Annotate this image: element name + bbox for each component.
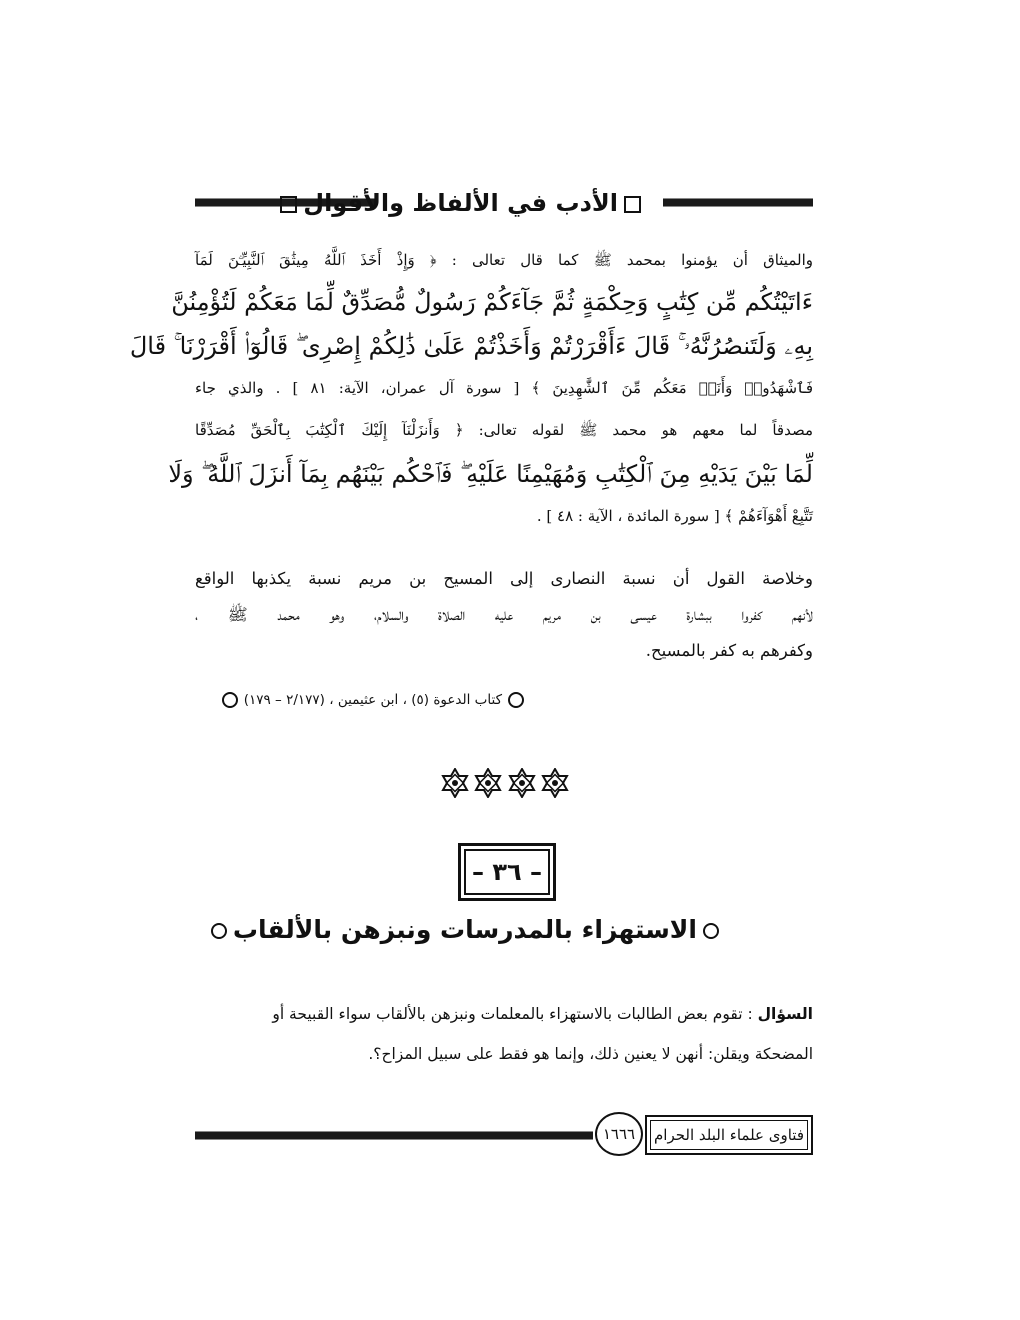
- star-ornament-icon: [507, 768, 537, 798]
- circle-bullet-icon: [508, 692, 524, 708]
- passage-line: بِهِۦ وَلَتَنصُرُنَّهُۥ ۚ قَالَ ءَأَقْرَرْتُمْ وَأَخَذْتُمْ عَلَىٰ ذَٰلِكُمْ إِصْرِى ۖ قَالُوٓا۟ أَقْرَرْنَا ۚ قَالَ: [129, 332, 813, 360]
- section-title: الاستهزاء بالمدرسات ونبزهن بالألقاب: [232, 915, 697, 944]
- passage-line: ءَاتَيْتُكُم مِّن كِتَٰبٍ وَحِكْمَةٍ ثُمَّ جَآءَكُمْ رَسُولٌ مُّصَدِّقٌ لِّمَا مَعَكُمْ لَتُؤْمِنُنَّ: [171, 288, 813, 316]
- passage-line: لِّمَا بَيْنَ يَدَيْهِ مِنَ ٱلْكِتَٰبِ وَمُهَيْمِنًا عَلَيْهِ ۖ فَٱحْكُم بَيْنَهُم بِمَآ أَنزَلَ ٱللَّهُ ۖ وَلَا: [168, 460, 813, 488]
- section-number-box: [458, 843, 556, 901]
- section-number: – ٣٦ –: [464, 849, 550, 895]
- question-line: المضحكة ويقلن: أنهن لا يعنين ذلك، وإنما هو فقط على سبيل المزاح؟.: [368, 1045, 813, 1063]
- header-title-wrap: [303, 182, 647, 224]
- source-text: كتاب الدعوة (٥) ، ابن عثيمين ، (٢/١٧٧ – ١٧٩): [243, 692, 502, 708]
- page-number: ١٦٦٦: [595, 1112, 643, 1156]
- circle-bullet-icon: [222, 692, 238, 708]
- passage-line: مصدقاً لما معهم هو محمد ﷺ لقوله تعالى: ﴿ وَأَنزَلْنَآ إِلَيْكَ ٱلْكِتَٰبَ بِٱلْحَقِّ مُصَدِّقًا: [195, 421, 813, 439]
- question-label: السؤال: [757, 1005, 813, 1023]
- circle-bullet-icon: [703, 923, 719, 939]
- book-title-box: [645, 1115, 813, 1155]
- source-reference: [200, 688, 530, 712]
- summary-line: وخلاصة القول أن نسبة النصارى إلى المسيح بن مريم نسبة يكذبها الواقع: [195, 569, 813, 588]
- header-title: الأدب في الألفاظ والأقوال: [303, 189, 618, 217]
- passage-line: تَتَّبِعْ أَهْوَآءَهُمْ ﴾ [ سورة المائدة ، الآية : ٤٨ ] .: [536, 507, 813, 525]
- square-ornament-icon: [280, 196, 297, 213]
- question-line: [195, 998, 813, 1030]
- header-rule-right: [663, 198, 813, 207]
- book-title: فتاوى علماء البلد الحرام: [650, 1120, 808, 1150]
- ornament-divider: [440, 768, 570, 802]
- square-ornament-icon: [624, 196, 641, 213]
- passage-line: فَٱشْهَدُوا۟ وَأَنَا۠ مَعَكُم مِّنَ ٱلشَّٰهِدِينَ ﴾ [ سورة آل عمران، الآية: ٨١ ] . والذي جاء: [195, 379, 813, 397]
- circle-bullet-icon: [211, 923, 227, 939]
- summary-line: وكفرهم به كفر بالمسيح.: [645, 641, 813, 660]
- passage-line: والميثاق أن يؤمنوا بمحمد ﷺ كما قال تعالى : ﴿ وَإِذْ أَخَذَ ٱللَّهُ مِيثَٰقَ ٱلنَّبِيِّـۧنَ لَمَآ: [195, 251, 813, 269]
- star-ornament-icon: [540, 768, 570, 798]
- star-ornament-icon: [473, 768, 503, 798]
- footer-rule: [195, 1131, 593, 1140]
- running-header: [195, 182, 813, 224]
- section-title-wrap: [232, 910, 725, 950]
- page-footer: [195, 1110, 813, 1160]
- question-text: : تقوم بعض الطالبات بالاستهزاء بالمعلمات ونبزهن بالألقاب سواء القبيحة أو: [272, 1005, 753, 1023]
- star-ornament-icon: [440, 768, 470, 798]
- summary-line: لأنهم كفروا ببشارة عيسى بن مريم عليه الصلاة والسلام، وهو محمد ﷺ ،: [195, 605, 813, 624]
